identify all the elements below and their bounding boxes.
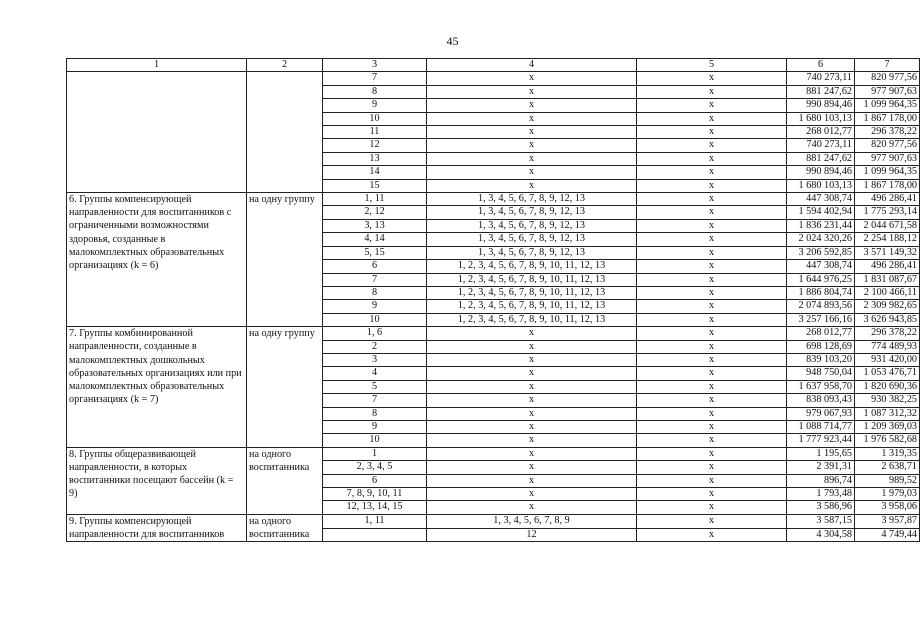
cell-col6: 2 074 893,56 [787,300,855,313]
cell-col3: 4, 14 [323,233,427,246]
group-description [67,72,247,193]
cell-col3: 11 [323,126,427,139]
cell-col3: 1, 11 [323,514,427,528]
cell-col7: 296 378,22 [855,327,920,340]
cell-col4: х [427,501,637,514]
cell-col5: х [637,152,787,165]
cell-col6: 4 304,58 [787,528,855,542]
cell-col4: х [427,327,637,340]
cell-col7: 3 626 943,85 [855,313,920,326]
cell-col7: 1 087 312,32 [855,407,920,420]
cell-col6: 1 644 976,25 [787,273,855,286]
table-body [67,72,920,542]
cell-col4: х [427,434,637,447]
cell-col7: 2 309 982,65 [855,300,920,313]
cell-col3: 2 [323,340,427,353]
cell-col7: 977 907,63 [855,85,920,98]
cell-col6: 881 247,62 [787,85,855,98]
cell-col5: х [637,273,787,286]
cell-col3: 1 [323,447,427,460]
cell-col5: х [637,72,787,85]
cell-col3: 8 [323,286,427,299]
cell-col7: 1 831 087,67 [855,273,920,286]
cell-col3: 10 [323,313,427,326]
cell-col7: 1 099 964,35 [855,99,920,112]
group-description: 9. Группы компенсирующей направленности для воспитанников [67,514,247,541]
cell-col6: 1 088 714,77 [787,420,855,433]
group-unit: на одного воспитанника [247,514,323,541]
cell-col6: 740 273,11 [787,139,855,152]
cell-col5: х [637,461,787,474]
cell-col3: 3, 13 [323,219,427,232]
cell-col5: х [637,313,787,326]
cell-col5: х [637,528,787,542]
cell-col6: 3 586,96 [787,501,855,514]
cell-col4: 1, 3, 4, 5, 6, 7, 8, 9, 12, 13 [427,219,637,232]
cell-col5: х [637,420,787,433]
cell-col6: 268 012,77 [787,327,855,340]
header-row [67,59,920,72]
cell-col3: 1, 11 [323,193,427,206]
cell-col4: 1, 3, 4, 5, 6, 7, 8, 9, 12, 13 [427,206,637,219]
cell-col5: х [637,260,787,273]
column-header: 5 [637,59,787,72]
cell-col5: х [637,99,787,112]
cell-col4: 1, 3, 4, 5, 6, 7, 8, 9 [427,514,637,528]
cell-col5: х [637,514,787,528]
tariff-table [66,58,920,542]
cell-col7: 3 958,06 [855,501,920,514]
cell-col6: 1 195,65 [787,447,855,460]
cell-col6: 990 894,46 [787,166,855,179]
cell-col4: 1, 3, 4, 5, 6, 7, 8, 9, 12, 13 [427,233,637,246]
table-row [67,514,920,528]
cell-col6: 839 103,20 [787,353,855,366]
cell-col3: 1, 6 [323,327,427,340]
cell-col3: 7, 8, 9, 10, 11 [323,488,427,501]
cell-col5: х [637,380,787,393]
cell-col7: 1 976 582,68 [855,434,920,447]
cell-col5: х [637,179,787,192]
cell-col4: 12 [427,528,637,542]
cell-col7: 930 382,25 [855,394,920,407]
group-unit: на одну группу [247,327,323,448]
cell-col4: х [427,340,637,353]
cell-col7: 1 209 369,03 [855,420,920,433]
cell-col6: 2 024 320,26 [787,233,855,246]
cell-col3: 12, 13, 14, 15 [323,501,427,514]
cell-col4: 1, 2, 3, 4, 5, 6, 7, 8, 9, 10, 11, 12, 13 [427,286,637,299]
cell-col4: х [427,420,637,433]
cell-col6: 447 308,74 [787,260,855,273]
table-row [67,447,920,460]
cell-col4: х [427,488,637,501]
cell-col4: х [427,99,637,112]
cell-col5: х [637,394,787,407]
cell-col5: х [637,488,787,501]
cell-col5: х [637,166,787,179]
cell-col4: х [427,353,637,366]
cell-col3: 12 [323,139,427,152]
cell-col3: 6 [323,260,427,273]
cell-col4: х [427,179,637,192]
cell-col7: 1 867 178,00 [855,179,920,192]
cell-col7: 774 489,93 [855,340,920,353]
cell-col4: 1, 2, 3, 4, 5, 6, 7, 8, 9, 10, 11, 12, 13 [427,300,637,313]
cell-col7: 1 775 293,14 [855,206,920,219]
column-header: 6 [787,59,855,72]
cell-col6: 896,74 [787,474,855,487]
column-header: 4 [427,59,637,72]
cell-col4: х [427,85,637,98]
cell-col7: 1 053 476,71 [855,367,920,380]
cell-col7: 931 420,00 [855,353,920,366]
group-description: 8. Группы общеразвивающей направленности, в которых воспитанники посещают бассейн (k = 9) [67,447,247,514]
cell-col5: х [637,340,787,353]
cell-col7: 1 099 964,35 [855,166,920,179]
cell-col7: 977 907,63 [855,152,920,165]
cell-col7: 3 957,87 [855,514,920,528]
cell-col6: 3 257 166,16 [787,313,855,326]
cell-col6: 1 680 103,13 [787,179,855,192]
cell-col7: 820 977,56 [855,72,920,85]
cell-col7: 496 286,41 [855,260,920,273]
cell-col3 [323,528,427,542]
cell-col5: х [637,286,787,299]
cell-col7: 496 286,41 [855,193,920,206]
cell-col3: 10 [323,434,427,447]
table-row [67,327,920,340]
cell-col3: 3 [323,353,427,366]
cell-col7: 2 100 466,11 [855,286,920,299]
cell-col3: 2, 12 [323,206,427,219]
cell-col4: х [427,152,637,165]
group-description: 7. Группы комбинированной направленности, созданные в малокомплектных дошкольных образовательных организациях или при малокомплектных образовательных организациях (k = 7) [67,327,247,448]
cell-col5: х [637,233,787,246]
cell-col4: х [427,394,637,407]
cell-col6: 2 391,31 [787,461,855,474]
cell-col6: 268 012,77 [787,126,855,139]
page-number: 45 [446,34,459,48]
cell-col5: х [637,501,787,514]
group-unit [247,72,323,193]
cell-col6: 1 886 804,74 [787,286,855,299]
cell-col5: х [637,112,787,125]
cell-col3: 7 [323,273,427,286]
cell-col7: 1 820 690,36 [855,380,920,393]
cell-col3: 2, 3, 4, 5 [323,461,427,474]
cell-col4: х [427,474,637,487]
cell-col6: 1 793,48 [787,488,855,501]
cell-col6: 447 308,74 [787,193,855,206]
cell-col5: х [637,434,787,447]
cell-col5: х [637,219,787,232]
cell-col4: 1, 2, 3, 4, 5, 6, 7, 8, 9, 10, 11, 12, 13 [427,273,637,286]
cell-col7: 2 254 188,12 [855,233,920,246]
cell-col4: х [427,447,637,460]
cell-col5: х [637,193,787,206]
cell-col4: х [427,461,637,474]
cell-col4: 1, 2, 3, 4, 5, 6, 7, 8, 9, 10, 11, 12, 13 [427,260,637,273]
table-row [67,193,920,206]
cell-col3: 15 [323,179,427,192]
group-unit: на одного воспитанника [247,447,323,514]
cell-col6: 1 777 923,44 [787,434,855,447]
cell-col3: 9 [323,300,427,313]
column-header: 3 [323,59,427,72]
cell-col6: 698 128,69 [787,340,855,353]
cell-col4: х [427,72,637,85]
cell-col6: 838 093,43 [787,394,855,407]
cell-col5: х [637,447,787,460]
cell-col3: 13 [323,152,427,165]
cell-col6: 740 273,11 [787,72,855,85]
cell-col5: х [637,246,787,259]
cell-col3: 7 [323,394,427,407]
cell-col3: 4 [323,367,427,380]
cell-col6: 1 836 231,44 [787,219,855,232]
cell-col7: 3 571 149,32 [855,246,920,259]
cell-col3: 9 [323,420,427,433]
cell-col6: 979 067,93 [787,407,855,420]
cell-col7: 4 749,44 [855,528,920,542]
cell-col6: 948 750,04 [787,367,855,380]
cell-col5: х [637,353,787,366]
cell-col4: х [427,166,637,179]
cell-col4: 1, 3, 4, 5, 6, 7, 8, 9, 12, 13 [427,246,637,259]
cell-col5: х [637,327,787,340]
cell-col5: х [637,474,787,487]
cell-col7: 2 638,71 [855,461,920,474]
table-row [67,72,920,85]
cell-col4: х [427,407,637,420]
cell-col6: 3 206 592,85 [787,246,855,259]
cell-col5: х [637,300,787,313]
cell-col4: х [427,139,637,152]
column-header: 7 [855,59,920,72]
cell-col3: 9 [323,99,427,112]
cell-col5: х [637,139,787,152]
group-description: 6. Группы компенсирующей направленности для воспитанников с ограниченными возможностями здоровья, созданные в малокомплектных образовательных организациях (k = 6) [67,193,247,327]
cell-col4: х [427,112,637,125]
column-header: 2 [247,59,323,72]
cell-col3: 5 [323,380,427,393]
cell-col7: 820 977,56 [855,139,920,152]
cell-col6: 3 587,15 [787,514,855,528]
cell-col3: 6 [323,474,427,487]
cell-col6: 1 680 103,13 [787,112,855,125]
cell-col7: 1 319,35 [855,447,920,460]
cell-col5: х [637,206,787,219]
cell-col5: х [637,85,787,98]
cell-col3: 5, 15 [323,246,427,259]
cell-col4: х [427,367,637,380]
cell-col6: 1 594 402,94 [787,206,855,219]
cell-col7: 1 979,03 [855,488,920,501]
cell-col6: 881 247,62 [787,152,855,165]
cell-col3: 8 [323,407,427,420]
cell-col3: 10 [323,112,427,125]
cell-col5: х [637,367,787,380]
column-header: 1 [67,59,247,72]
cell-col7: 1 867 178,00 [855,112,920,125]
cell-col7: 989,52 [855,474,920,487]
cell-col6: 990 894,46 [787,99,855,112]
cell-col5: х [637,126,787,139]
cell-col3: 14 [323,166,427,179]
cell-col3: 7 [323,72,427,85]
cell-col5: х [637,407,787,420]
cell-col4: 1, 2, 3, 4, 5, 6, 7, 8, 9, 10, 11, 12, 13 [427,313,637,326]
group-unit: на одну группу [247,193,323,327]
cell-col4: х [427,380,637,393]
cell-col7: 296 378,22 [855,126,920,139]
cell-col4: х [427,126,637,139]
cell-col4: 1, 3, 4, 5, 6, 7, 8, 9, 12, 13 [427,193,637,206]
cell-col6: 1 637 958,70 [787,380,855,393]
cell-col7: 2 044 671,58 [855,219,920,232]
cell-col3: 8 [323,85,427,98]
